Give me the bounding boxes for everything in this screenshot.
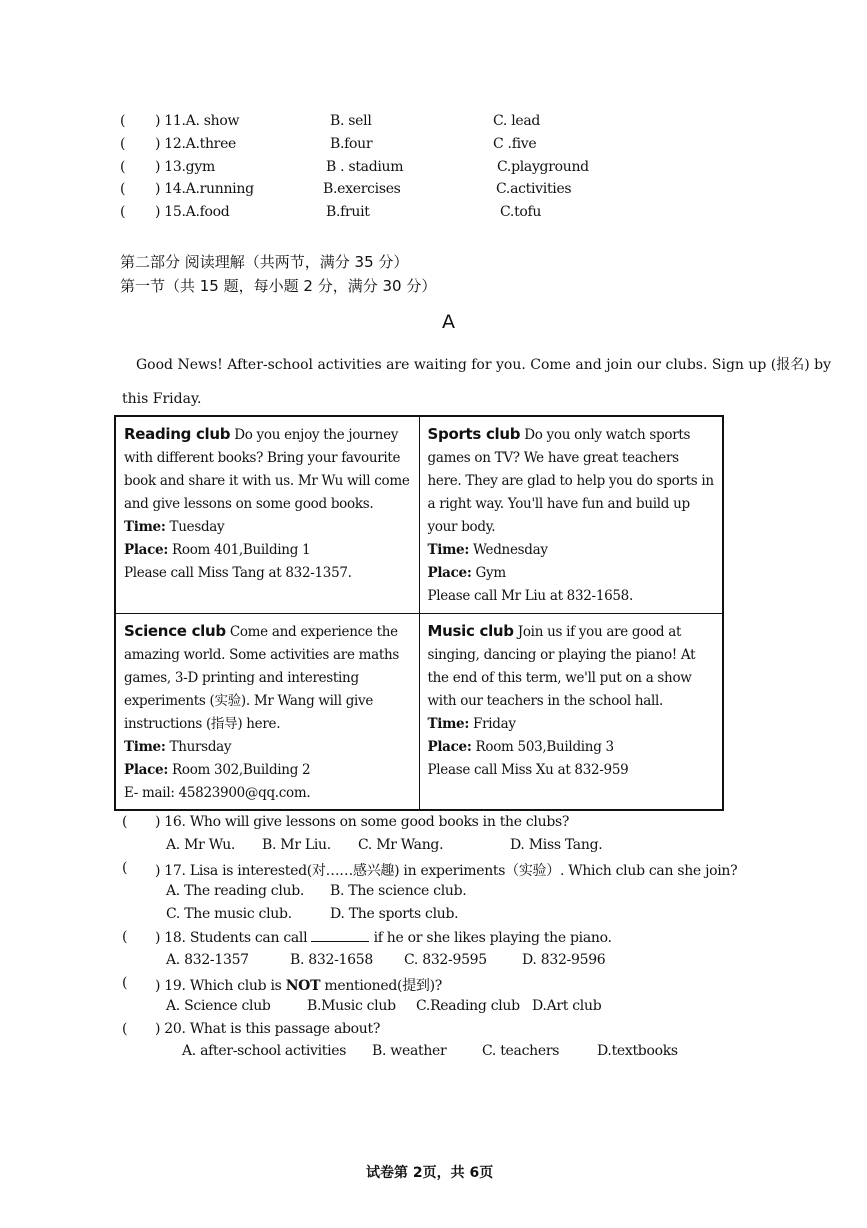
question-option-c: C .five	[493, 136, 537, 152]
answer-paren: (	[122, 929, 128, 945]
option-d: D. The sports club.	[330, 906, 459, 922]
club-description: Join us if you are good at singing, dancing or playing the piano! At the end of this term, we'll put on a show with our teachers in the school hall.	[427, 624, 696, 709]
question-stem: ) 16. Who will give lessons on some good books in the clubs?	[155, 814, 570, 830]
club-time: Friday	[469, 716, 516, 732]
answer-paren: (	[120, 181, 126, 197]
place-label: Place:	[124, 542, 169, 558]
option-d: D. Miss Tang.	[510, 837, 603, 853]
option-a: A. The reading club.	[166, 883, 305, 899]
question-stem	[155, 929, 612, 946]
option-d: D. 832-9596	[522, 952, 606, 968]
time-label: Time:	[124, 519, 166, 535]
option-b: B. 832-1658	[290, 952, 373, 968]
place-label: Place:	[427, 739, 472, 755]
option-b: B. Mr Liu.	[262, 837, 331, 853]
answer-paren: (	[122, 975, 128, 991]
club-contact: Please call Miss Xu at 832-959	[427, 762, 629, 778]
time-label: Time:	[427, 716, 470, 732]
club-contact: Please call Miss Tang at 832-1357.	[124, 565, 352, 581]
answer-blank	[311, 929, 369, 942]
question-option-b: B . stadium	[326, 159, 404, 175]
question-option-b: B.fruit	[326, 204, 370, 220]
club-description: Do you only watch sports games on TV? We have great teachers here. They are glad to help you do sports in a right way. You'll have fun and build up your body.	[427, 427, 714, 535]
club-name: Sports club	[427, 425, 521, 443]
option-d: D.Art club	[532, 998, 602, 1014]
question-option-a: ) 12.A.three	[155, 136, 237, 152]
option-b: B.Music club	[307, 998, 396, 1014]
place-label: Place:	[124, 762, 169, 778]
stem-text: ) 19. Which club is	[155, 978, 286, 994]
place-label: Place:	[427, 565, 472, 581]
section-part-title: 第二部分 阅读理解（共两节，满分 35 分）	[120, 253, 409, 271]
passage-letter: A	[442, 311, 455, 333]
club-place: Room 302,Building 2	[168, 762, 311, 778]
sports-club-cell	[419, 416, 723, 614]
club-contact: Please call Mr Liu at 832-1658.	[427, 588, 633, 604]
question-option-a: ) 14.A.running	[155, 181, 254, 197]
answer-paren: (	[122, 1021, 128, 1037]
question-option-c: C.activities	[496, 181, 572, 197]
club-name: Science club	[124, 622, 226, 640]
option-c: C. Mr Wang.	[358, 837, 444, 853]
clubs-table	[114, 415, 724, 811]
question-stem: ) 17. Lisa is interested(对……感兴趣) in experiments（实验）. Which club can she join?	[155, 863, 738, 879]
time-label: Time:	[427, 542, 470, 558]
answer-paren: (	[120, 159, 126, 175]
question-stem	[155, 975, 442, 995]
question-option-a: ) 13.gym	[155, 159, 215, 175]
music-club-cell	[419, 614, 723, 811]
club-place: Gym	[471, 565, 506, 581]
reading-club-cell	[115, 416, 419, 614]
club-place: Room 401,Building 1	[168, 542, 311, 558]
stem-text: mentioned(提到)?	[320, 978, 442, 994]
answer-paren: (	[122, 814, 128, 830]
science-club-cell	[115, 614, 419, 811]
club-time: Wednesday	[469, 542, 548, 558]
question-option-c: C.playground	[497, 159, 589, 175]
intro-line-2: this Friday.	[122, 391, 202, 407]
option-b: B. The science club.	[330, 883, 467, 899]
stem-text: if he or she likes playing the piano.	[369, 930, 612, 946]
option-b: B. weather	[372, 1043, 447, 1059]
section-sub-title: 第一节（共 15 题，每小题 2 分，满分 30 分）	[120, 277, 437, 295]
option-c: C. The music club.	[166, 906, 292, 922]
question-option-b: B.four	[330, 136, 373, 152]
question-option-c: C. lead	[493, 113, 541, 129]
club-time: Tuesday	[165, 519, 225, 535]
club-description: Come and experience the amazing world. Some activities are maths games, 3-D printing and interesting experiments (实验). Mr Wang will give instructions (指导) here.	[124, 624, 400, 732]
question-option-b: B. sell	[330, 113, 372, 129]
question-option-b: B.exercises	[323, 181, 401, 197]
club-name: Reading club	[124, 425, 231, 443]
answer-paren: (	[120, 204, 126, 220]
club-place: Room 503,Building 3	[471, 739, 614, 755]
answer-paren: (	[120, 136, 126, 152]
club-contact: E- mail: 45823900@qq.com.	[124, 785, 311, 801]
page-footer: 试卷第 2页，共 6页	[366, 1165, 494, 1181]
option-c: C. 832-9595	[404, 952, 487, 968]
question-option-a: ) 11.A. show	[155, 113, 240, 129]
option-c: C. teachers	[482, 1043, 560, 1059]
option-a: A. 832-1357	[166, 952, 249, 968]
option-a: A. Mr Wu.	[166, 837, 236, 853]
question-option-c: C.tofu	[500, 204, 542, 220]
option-a: A. Science club	[166, 998, 271, 1014]
answer-paren: (	[122, 860, 128, 876]
club-time: Thursday	[165, 739, 232, 755]
question-option-a: ) 15.A.food	[155, 204, 230, 220]
time-label: Time:	[124, 739, 166, 755]
answer-paren: (	[120, 113, 126, 129]
option-a: A. after-school activities	[182, 1043, 347, 1059]
club-name: Music club	[427, 622, 514, 640]
option-d: D.textbooks	[597, 1043, 678, 1059]
question-stem: ) 20. What is this passage about?	[155, 1021, 381, 1037]
stem-emphasis: NOT	[285, 978, 321, 994]
club-description: Do you enjoy the journey with different books? Bring your favourite book and share it with us. Mr Wu will come and give lessons on some good books.	[124, 427, 410, 512]
intro-line-1: Good News! After-school activities are waiting for you. Come and join our clubs. Sign up (报名) by	[136, 357, 832, 373]
option-c: C.Reading club	[416, 998, 520, 1014]
stem-text: ) 18. Students can call	[155, 930, 312, 946]
